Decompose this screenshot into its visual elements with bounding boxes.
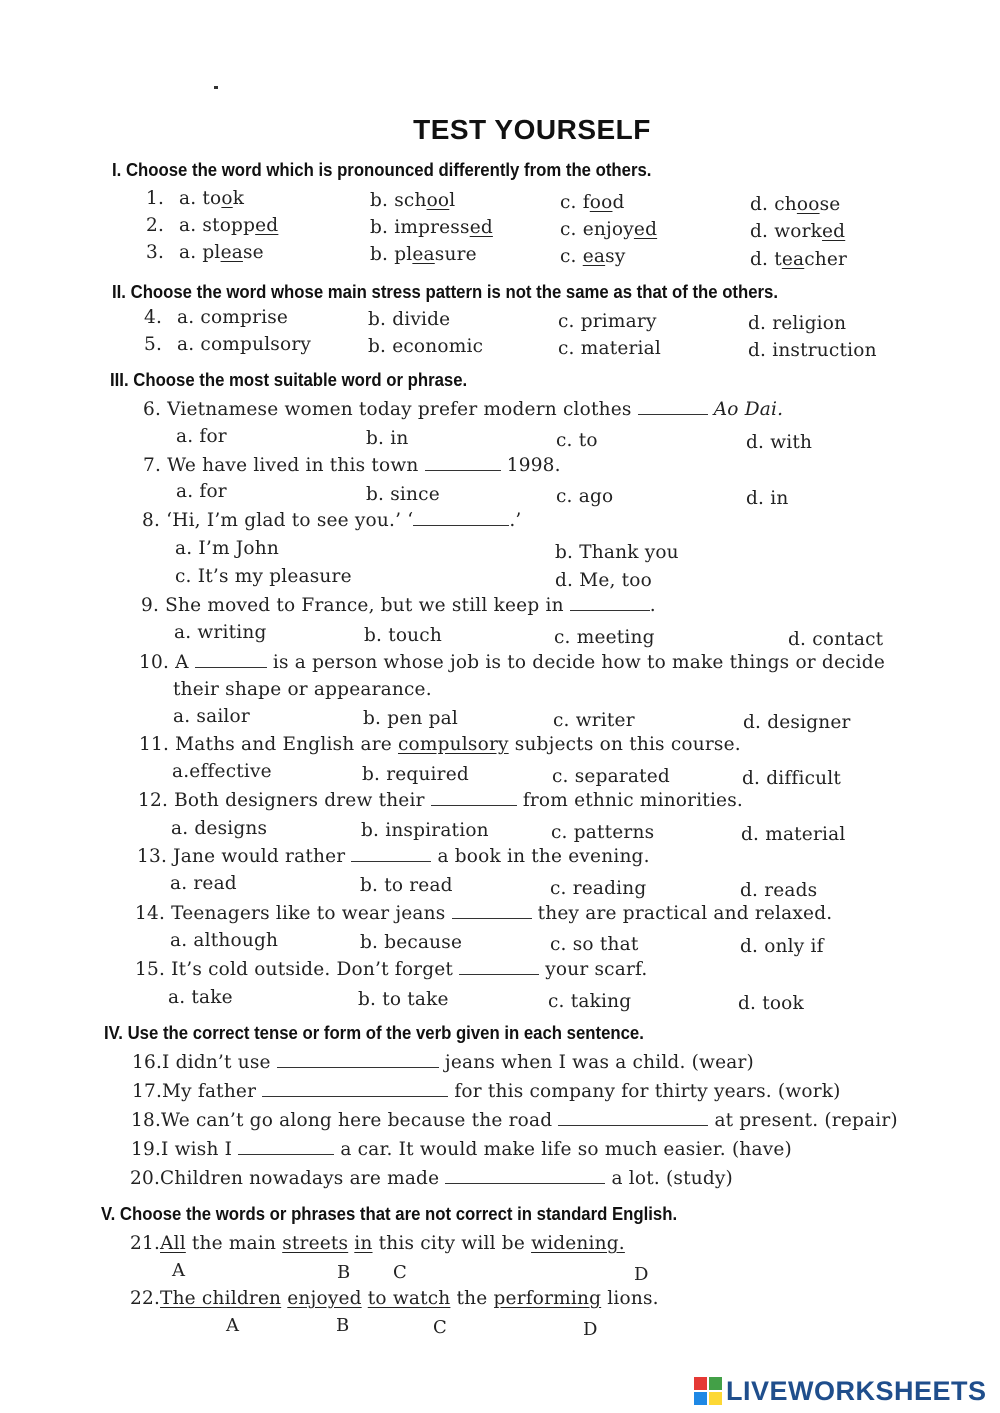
section-1-heading: I. Choose the word which is pronounced differently from the others. <box>112 160 652 180</box>
q21-label-c: C <box>393 1262 407 1283</box>
section-2-heading: II. Choose the word whose main stress pattern is not the same as that of the others. <box>112 282 779 302</box>
page-title: TEST YOURSELF <box>413 114 651 145</box>
brand-name: LIVEWORKSHEETS <box>726 1375 987 1406</box>
q6-option-c: c. to <box>556 430 598 451</box>
q2-option-d: d. worked <box>750 221 846 242</box>
q4-option-d: d. religion <box>748 313 847 334</box>
q4-option-b: b. divide <box>368 309 451 330</box>
q9-option-a: a. writing <box>174 622 267 643</box>
q8-option-c: c. It’s my pleasure <box>175 566 352 587</box>
q1-option-d: d. choose <box>750 194 841 215</box>
q11-option-b: b. required <box>362 764 469 785</box>
q10-stem: 10. A is a person whose job is to decide how to make things or decide <box>139 652 885 673</box>
q21-label-d: D <box>634 1264 649 1285</box>
q5-option-d: d. instruction <box>748 340 877 361</box>
q5-option-c: c. material <box>558 338 661 359</box>
q16-stem: 16.I didn’t use jeans when I was a child. (wear) <box>132 1052 754 1073</box>
q6-stem: 6. Vietnamese women today prefer modern clothes Ao Dai. <box>143 399 784 420</box>
q3-option-a: a. please <box>179 242 264 263</box>
q11-option-c: c. separated <box>552 766 670 787</box>
q4-option-a: a. comprise <box>177 307 289 328</box>
q8-option-a: a. I’m John <box>175 538 279 559</box>
q9-option-b: b. touch <box>364 625 442 646</box>
q15-option-d: d. took <box>738 993 804 1014</box>
q13-option-a: a. read <box>170 873 237 894</box>
q10-stem-line2: their shape or appearance. <box>173 679 432 700</box>
q10-option-c: c. writer <box>553 710 635 731</box>
q12-stem: 12. Both designers drew their from ethnic minorities. <box>138 790 743 811</box>
q17-stem: 17.My father for this company for thirty years. (work) <box>132 1081 841 1102</box>
q5-option-a: a. compulsory <box>177 334 312 355</box>
q15-option-c: c. taking <box>548 991 632 1012</box>
q8-option-b: b. Thank you <box>555 542 679 563</box>
q10-option-a: a. sailor <box>173 706 250 727</box>
q5-option-b: b. economic <box>368 336 484 357</box>
q14-option-c: c. so that <box>550 934 639 955</box>
q11-stem: 11. Maths and English are compulsory subjects on this course. <box>139 734 741 755</box>
q13-option-b: b. to read <box>360 875 453 896</box>
q22-label-c: C <box>433 1317 447 1338</box>
q22-label-a: A <box>226 1315 239 1336</box>
q4-option-c: c. primary <box>558 311 657 332</box>
liveworksheets-logo-icon <box>694 1377 722 1405</box>
q9-option-d: d. contact <box>788 629 884 650</box>
q11-option-d: d. difficult <box>742 768 842 789</box>
q1-option-b: b. school <box>370 190 456 211</box>
section-4-heading: IV. Use the correct tense or form of the verb given in each sentence. <box>104 1023 644 1043</box>
scan-speck <box>214 86 218 89</box>
q9-stem: 9. She moved to France, but we still keep in . <box>141 595 656 616</box>
q8-stem: 8. ‘Hi, I’m glad to see you.’ ‘ .’ <box>142 510 522 531</box>
q7-stem: 7. We have lived in this town 1998. <box>143 455 561 476</box>
q3-option-b: b. pleasure <box>370 244 477 265</box>
q3-number: 3. <box>146 242 165 263</box>
q13-option-c: c. reading <box>550 878 647 899</box>
q2-option-c: c. enjoyed <box>560 219 658 240</box>
q5-number: 5. <box>144 334 163 355</box>
q21-label-b: B <box>337 1262 351 1283</box>
q3-option-d: d. teacher <box>750 249 848 270</box>
q13-stem: 13. Jane would rather a book in the evening. <box>137 846 650 867</box>
q18-stem: 18.We can’t go along here because the road at present. (repair) <box>131 1110 898 1131</box>
q21-stem: 21.All the main streets in this city will be widening. <box>130 1233 625 1254</box>
q22-label-b: B <box>336 1315 350 1336</box>
q10-option-d: d. designer <box>743 712 851 733</box>
q15-option-a: a. take <box>168 987 233 1008</box>
q11-option-a: a.effective <box>172 761 272 782</box>
q1-option-c: c. food <box>560 192 625 213</box>
liveworksheets-brand <box>694 1376 987 1406</box>
q7-option-d: d. in <box>746 488 789 509</box>
q4-number: 4. <box>144 307 163 328</box>
q7-option-a: a. for <box>176 481 227 502</box>
q19-stem: 19.I wish I a car. It would make life so much easier. (have) <box>131 1139 792 1160</box>
q22-label-d: D <box>583 1319 598 1340</box>
q2-number: 2. <box>146 215 165 236</box>
q7-option-c: c. ago <box>556 486 614 507</box>
q22-stem: 22.The children enjoyed to watch the performing lions. <box>130 1288 659 1309</box>
section-5-heading: V. Choose the words or phrases that are not correct in standard English. <box>101 1204 678 1224</box>
q12-option-b: b. inspiration <box>361 820 489 841</box>
q13-option-d: d. reads <box>740 880 818 901</box>
q7-option-b: b. since <box>366 484 440 505</box>
q14-option-d: d. only if <box>740 936 824 957</box>
q9-option-c: c. meeting <box>554 627 655 648</box>
q14-stem: 14. Teenagers like to wear jeans they are practical and relaxed. <box>135 903 833 924</box>
q2-option-b: b. impressed <box>370 217 493 238</box>
q2-option-a: a. stopped <box>179 215 279 236</box>
q21-label-a: A <box>172 1260 185 1281</box>
q3-option-c: c. easy <box>560 246 626 267</box>
q12-option-d: d. material <box>741 824 846 845</box>
q12-option-c: c. patterns <box>551 822 655 843</box>
q1-option-a: a. took <box>179 188 245 209</box>
q12-option-a: a. designs <box>171 818 268 839</box>
q1-number: 1. <box>146 188 165 209</box>
q6-option-b: b. in <box>366 428 409 449</box>
q14-option-a: a. although <box>170 930 279 951</box>
q6-option-a: a. for <box>176 426 227 447</box>
q14-option-b: b. because <box>360 932 463 953</box>
q15-option-b: b. to take <box>358 989 449 1010</box>
section-3-heading: III. Choose the most suitable word or phrase. <box>110 370 468 390</box>
q20-stem: 20.Children nowadays are made a lot. (study) <box>130 1168 733 1189</box>
q6-option-d: d. with <box>746 432 813 453</box>
q8-option-d: d. Me, too <box>555 570 652 591</box>
q10-option-b: b. pen pal <box>363 708 458 729</box>
q15-stem: 15. It’s cold outside. Don’t forget your scarf. <box>135 959 648 980</box>
